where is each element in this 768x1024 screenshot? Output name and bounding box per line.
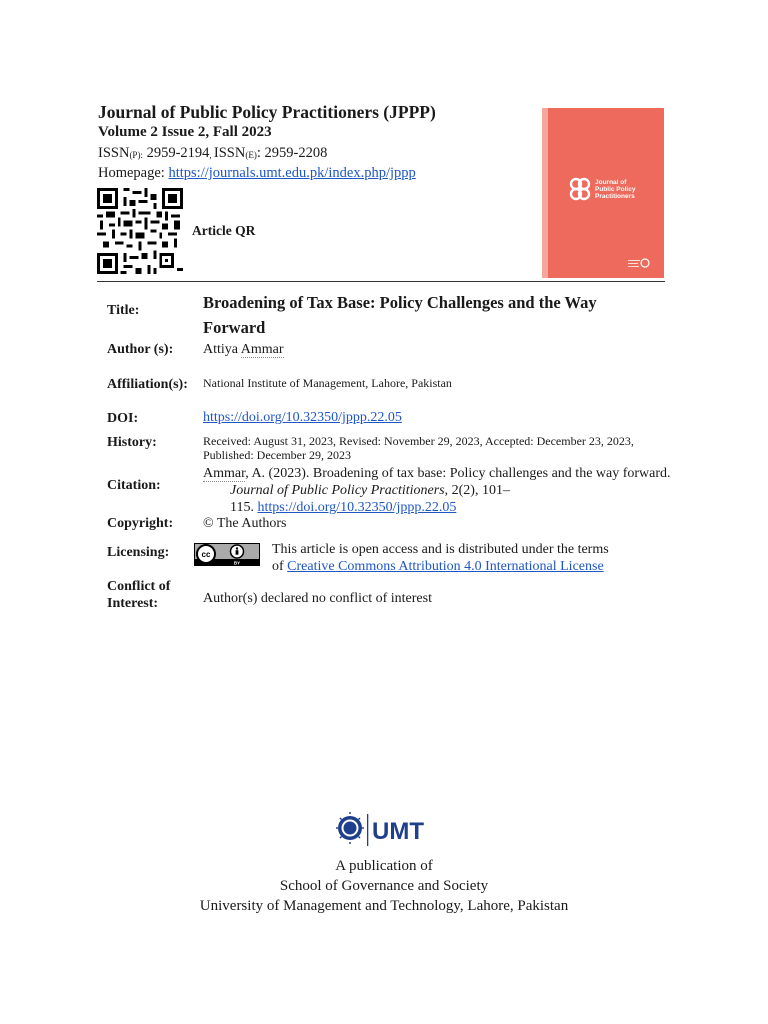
issn-print-value: 2959-2194 (142, 145, 210, 161)
citation-doi-link[interactable]: https://doi.org/10.32350/jppp.22.05 (257, 500, 457, 515)
author-value (203, 342, 284, 358)
conflict-value: Author(s) declared no conflict of interest (203, 591, 432, 606)
cover-title-line2: Public Policy (595, 186, 636, 193)
umt-logo (336, 812, 432, 848)
issn-print-sub: (P): (129, 150, 143, 160)
citation-value (203, 465, 673, 516)
article-qr-code[interactable] (97, 188, 183, 274)
licensing-label: Licensing: (107, 545, 170, 560)
citation-pages-end: 115. (230, 500, 258, 515)
citation-text: , A. (2023). Broadening of tax base: Policy challenges and the way forward. (245, 466, 671, 481)
volume-issue: Volume 2 Issue 2, Fall 2023 (98, 124, 272, 140)
homepage-label: Homepage: (98, 165, 169, 181)
homepage-line (98, 165, 416, 182)
cc-by-license-icon[interactable] (194, 543, 260, 566)
issn-separator: , (209, 150, 214, 160)
cover-title (595, 179, 635, 200)
licensing-line1: This article is open access and is distributed under the terms (272, 542, 609, 557)
qr-label: Article QR (192, 223, 256, 238)
affiliation-label: Affiliation(s): (107, 377, 188, 392)
conflict-label-line2: Interest: (107, 596, 159, 611)
history-line2: Published: December 29, 2023 (203, 448, 351, 462)
article-title: Broadening of Tax Base: Policy Challenges and the Way Forward (203, 293, 597, 337)
issn-print-label: ISSN (98, 145, 130, 161)
citation-volume: , 2 (444, 483, 459, 498)
jppp-logo-icon (568, 176, 592, 202)
header-divider (97, 281, 665, 282)
copyright-label: Copyright: (107, 516, 174, 531)
doi-label: DOI: (107, 411, 139, 426)
licensing-prefix: of (272, 559, 288, 574)
author-last-name: Ammar (240, 342, 284, 357)
publication-line2: School of Governance and Society (279, 878, 489, 894)
history-value (203, 434, 634, 462)
citation-journal: Journal of Public Policy Practitioners (230, 483, 445, 498)
license-link[interactable]: Creative Commons Attribution 4.0 International License (287, 559, 604, 574)
licensing-line2 (272, 558, 609, 575)
citation-author: Ammar (203, 466, 246, 481)
citation-label: Citation: (107, 478, 161, 493)
conflict-label (107, 578, 170, 612)
history-line1: Received: August 31, 2023, Revised: November 29, 2023, Accepted: December 23, 2023, (203, 434, 634, 448)
issn-electronic-value: : 2959-2208 (256, 145, 328, 161)
copyright-value: © The Authors (203, 516, 287, 531)
citation-line2 (203, 482, 673, 499)
title-label: Title: (107, 303, 140, 318)
umt-logo-text: UMT (372, 818, 424, 845)
publication-line3: University of Management and Technology, Lahore, Pakistan (199, 898, 569, 914)
homepage-link[interactable]: https://journals.umt.edu.pk/index.php/jppp (168, 165, 416, 181)
author-first-name: Attiya (203, 342, 241, 357)
citation-issue-pages: (2), 101– (458, 483, 510, 498)
doi-value (203, 410, 402, 426)
cover-title-line3: Practitioners (595, 193, 635, 200)
citation-line1 (203, 465, 673, 482)
conflict-label-line1: Conflict of (107, 579, 171, 594)
issn-electronic-label: ISSN (213, 145, 246, 161)
svg-text:BY: BY (233, 560, 241, 566)
licensing-value (272, 541, 609, 575)
author-label: Author (s): (107, 342, 174, 357)
publication-line1: A publication of (335, 858, 433, 874)
citation-line3 (203, 499, 673, 516)
affiliation-value: National Institute of Management, Lahore, Pakistan (203, 376, 452, 390)
doi-link[interactable]: https://doi.org/10.32350/jppp.22.05 (203, 410, 402, 425)
issn-electronic-sub: (E) (245, 150, 257, 160)
journal-title: Journal of Public Policy Practitioners (JPPP) (98, 102, 436, 122)
cover-publisher-logo-icon (628, 256, 650, 270)
issn-line (98, 145, 327, 162)
cover-title-line1: Journal of (595, 179, 627, 186)
history-label: History: (107, 435, 157, 450)
svg-text:cc: cc (201, 550, 211, 559)
cover-edge (542, 108, 548, 278)
